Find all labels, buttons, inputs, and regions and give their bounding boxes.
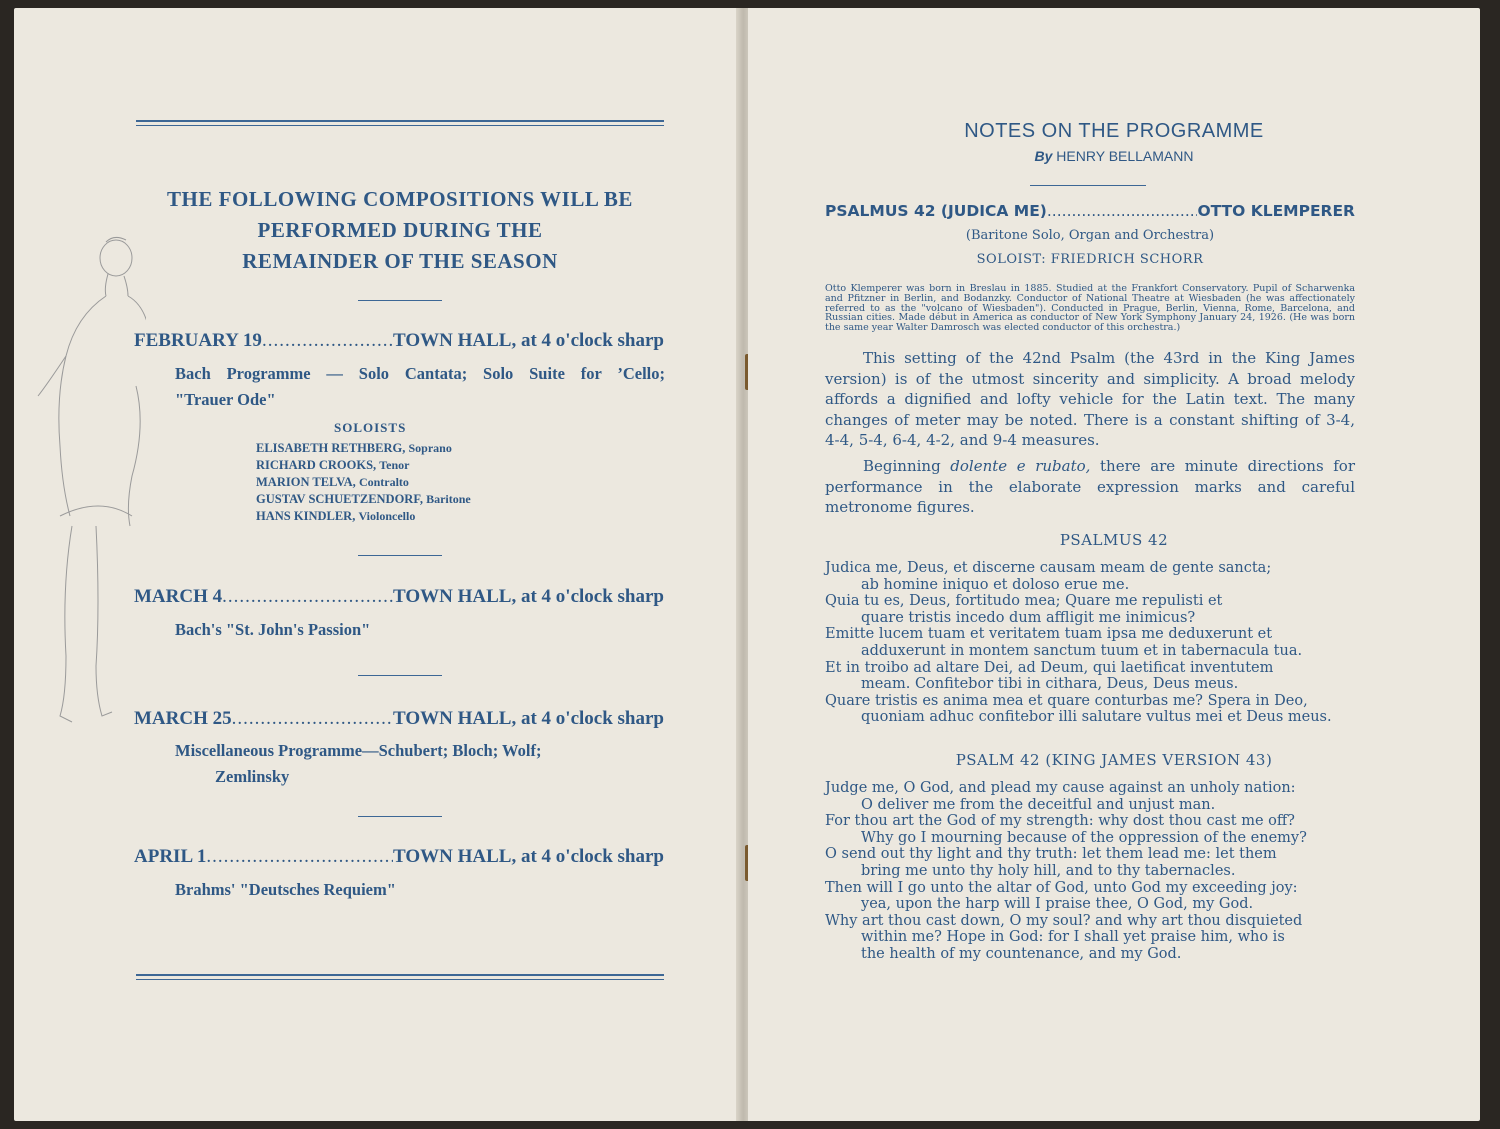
soloists-title: SOLOISTS — [334, 420, 407, 435]
event-line-apr-1 — [134, 846, 664, 868]
program-line: Brahms' "Deutsches Requiem" — [175, 880, 396, 899]
soloist-name: HANS KINDLER, — [256, 509, 356, 523]
latin-psalm-title: PSALMUS 42 — [1059, 531, 1169, 549]
verse-line: Judica me, Deus, et discerne causam meam de gente sancta; — [825, 560, 1272, 576]
verse-line: Quia tu es, Deus, fortitudo mea; Quare me repulisti et — [825, 593, 1223, 610]
leader-dots — [222, 586, 393, 608]
verse-line: O send out thy light and thy truth: let them lead me: let them — [825, 846, 1277, 863]
verse-indent: within me? Hope in God: for I shall yet praise him, who is — [861, 929, 1285, 946]
program-line: Miscellaneous Programme—Schubert; Bloch; Wolf; — [175, 741, 542, 760]
verse-indent: quoniam adhuc confitebor illi salutare vultus mei et Deus meus. — [861, 709, 1332, 726]
soloist-role: Soprano — [408, 441, 452, 455]
leader-dots — [232, 708, 393, 730]
event-date: MARCH 25 — [134, 708, 232, 729]
event-program-apr-1 — [175, 877, 396, 903]
soloist-line: SOLOIST: FRIEDRICH SCHORR — [976, 252, 1204, 267]
event-line-mar-25 — [134, 708, 664, 730]
program-line: Bach Programme — Solo Cantata; Solo Suite for ’Cello; — [175, 364, 665, 383]
leader-dots — [1047, 202, 1198, 220]
event-date: FEBRUARY 19 — [134, 330, 262, 351]
verse-indent: the health of my countenance, and my God. — [861, 945, 1182, 962]
verse-indent: quare tristis incedo dum affligit me inimicus? — [861, 609, 1196, 626]
verse-line: Why art thou cast down, O my soul? and why art thou disquieted — [825, 912, 1303, 929]
soloist-role: Tenor — [379, 458, 410, 472]
heading-line-1: THE FOLLOWING COMPOSITIONS WILL BE — [167, 187, 633, 211]
event-date: APRIL 1 — [134, 846, 207, 867]
verse-indent: meam. Confitebor tibi in cithara, Deus, Deus meus. — [861, 676, 1239, 693]
piece-heading — [825, 202, 1355, 220]
soloist-entry — [256, 440, 471, 457]
verse-line: Et in troibo ad altare Dei, ad Deum, qui laetificat inventutem — [825, 659, 1274, 676]
verse-indent: adduxerunt in montem sanctum tuum et in tabernacula tua. — [861, 642, 1303, 659]
verse-indent: yea, upon the harp will I praise thee, O God, my God. — [861, 896, 1254, 913]
verse-line: Then will I go unto the altar of God, unto God my exceeding joy: — [825, 879, 1298, 896]
verse-line: Quare tristis es anima mea et quare conturbas me? Spera in Deo, — [825, 692, 1308, 709]
verse-indent: ab homine iniquo et doloso erue me. — [861, 576, 1130, 593]
composer-bio: Otto Klemperer was born in Breslau in 1885. Studied at the Frankfort Conservatory. Pupil of Scharwenka and Pfitzner in Berlin, and Bodanzky. Conductor of National Theatre at Wiesbaden (he was affectionately referred to as the "volcano of Wiesbaden"). Conducted in Prague, Berlin, Vienna, Rome, Barcelona, and Russian cities. Made début in America as conductor of New York Symphony January 24, 1926. (He was born the same year Walter Damrosch was elected conductor of this orchestra.) — [825, 283, 1355, 334]
event-venue: TOWN HALL, at 4 o'clock sharp — [393, 846, 664, 867]
event-venue: TOWN HALL, at 4 o'clock sharp — [393, 330, 664, 351]
divider-rule — [358, 816, 442, 817]
verse-indent: O deliver me from the deceitful and unjust man. — [861, 796, 1216, 813]
notes-byline — [748, 148, 1480, 164]
event-venue: TOWN HALL, at 4 o'clock sharp — [393, 708, 664, 729]
program-line: Bach's "St. John's Passion" — [175, 620, 371, 639]
soloist-name: ELISABETH RETHBERG, — [256, 441, 406, 455]
right-page — [748, 8, 1480, 1121]
verse-indent: bring me unto thy holy hill, and to thy tabernacles. — [861, 862, 1236, 879]
composer-name: OTTO KLEMPERER — [1197, 202, 1355, 220]
paragraph-text: This setting of the 42nd Psalm (the 43rd in the King James version) is of the utmost sincerity and simplicity. A broad melody affords a dignified and lofty vehicle for the Latin text. The many changes of meter may be noted. There is a constant shifting of 3-4, 4-4, 5-4, 6-4, 4-2, and 9-4 measures. — [825, 349, 1355, 449]
leader-dots — [262, 330, 393, 352]
by-label: By — [1034, 148, 1053, 164]
soloist-entry — [256, 491, 471, 508]
soloist-role: Violoncello — [358, 509, 416, 523]
divider-rule — [358, 555, 442, 556]
soloist-name: GUSTAV SCHUETZENDORF, — [256, 492, 423, 506]
soloist-entry — [256, 457, 471, 474]
paragraph-start: Beginning — [863, 457, 941, 475]
english-psalm-title: PSALM 42 (KING JAMES VERSION 43) — [955, 751, 1273, 769]
heading-line-3: REMAINDER OF THE SEASON — [242, 249, 558, 273]
paragraph-rest: there are minute directions for performance in the elaborate expression marks and careful metronome figures. — [825, 457, 1355, 516]
divider-rule — [358, 300, 442, 301]
program-line: Zemlinsky — [215, 767, 290, 786]
bottom-double-rule — [136, 974, 664, 976]
verse-line: Emitte lucem tuam et veritatem tuam ipsa me deduxerunt et — [825, 626, 1273, 643]
soloists-list — [256, 440, 471, 525]
verse-line: Judge me, O God, and plead my cause against an unholy nation: — [825, 780, 1296, 796]
left-page — [14, 8, 740, 1121]
soloist-role: Contralto — [358, 475, 409, 489]
notes-title: NOTES ON THE PROGRAMME — [964, 120, 1264, 142]
piece-title: PSALMUS 42 (JUDICA ME) — [825, 202, 1047, 220]
event-line-mar-4 — [134, 586, 664, 608]
soloist-entry — [256, 508, 471, 525]
divider-rule — [358, 675, 442, 676]
soloist-name: MARION TELVA, — [256, 475, 356, 489]
event-line-feb-19 — [134, 330, 664, 352]
author-name: HENRY BELLAMANN — [1056, 148, 1194, 164]
event-date: MARCH 4 — [134, 586, 223, 607]
event-venue: TOWN HALL, at 4 o'clock sharp — [393, 586, 664, 607]
english-psalm-text — [825, 780, 1365, 963]
soloist-role: Baritone — [426, 492, 471, 506]
event-program-feb-19 — [175, 361, 665, 413]
event-program-mar-4 — [175, 617, 370, 643]
leader-dots — [206, 846, 393, 868]
season-heading — [136, 184, 664, 277]
latin-psalm-text — [825, 560, 1365, 726]
tempo-marking: dolente e rubato, — [950, 457, 1091, 475]
heading-line-2: PERFORMED DURING THE — [257, 218, 543, 242]
soloist-name: RICHARD CROOKS, — [256, 458, 377, 472]
verse-line: For thou art the God of my strength: why dost thou cast me off? — [825, 813, 1295, 830]
verse-indent: Why go I mourning because of the oppression of the enemy? — [861, 829, 1307, 846]
divider-rule — [1030, 185, 1146, 186]
event-program-mar-25 — [175, 738, 541, 790]
top-double-rule — [136, 120, 664, 122]
pencil-sketch-figure — [36, 226, 146, 726]
notes-paragraph-1 — [825, 348, 1355, 451]
soloist-entry — [256, 474, 471, 491]
program-line: "Trauer Ode" — [175, 390, 276, 409]
scoring: (Baritone Solo, Organ and Orchestra) — [965, 228, 1215, 243]
notes-paragraph-2 — [825, 456, 1355, 518]
